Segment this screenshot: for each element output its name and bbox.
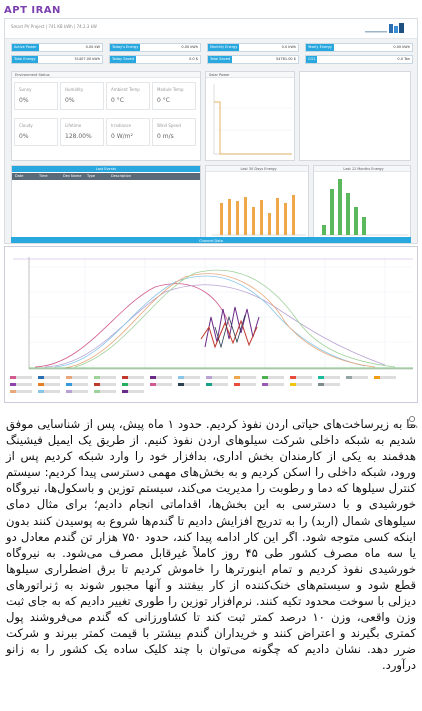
legend-swatch bbox=[38, 376, 60, 379]
env-value: 0% bbox=[65, 97, 75, 104]
kpi-value: 0.0 $ bbox=[189, 57, 198, 61]
env-label: Module Temp bbox=[157, 87, 184, 92]
kpi-total-saved bbox=[207, 55, 299, 64]
environment-panel-title: Environment Status bbox=[12, 72, 200, 78]
env-label: Humidity bbox=[65, 87, 84, 92]
env-value: 0% bbox=[19, 97, 29, 104]
event-col-description: Description bbox=[111, 174, 131, 178]
kpi-today-saved bbox=[109, 55, 201, 64]
kpi-total-energy bbox=[11, 55, 103, 64]
post-text: ما به زیرساخت‌های حیاتی اردن نفوذ کردیم. حدود ۱ ماه پیش، پس از شناسایی موفق شدیم به شبکه داخلی شرکت سیلوهای اردن نفوذ کنیم. از طریق یک ایمیل فیشینگ هدفمند به یکی از کارمندان بخش اداری، بدافزار خود را وارد شبکه کردیم پس از ورود، شبکه داخلی را اسکن کردیم و به بخش‌های مهمی دسترسی پیدا کردیم: سیستم کنترل سیلوها که دما و رطوبت را مدیریت می‌کند، سیستم توزین و باسکول‌ها، نیروگاه خورشیدی و با دسترسی به این بخش‌ها، اقداماتی انجام دادیم؛ برای مثال دمای سیلوهای شمال (اربد) را به تدریج افزایش دادیم تا گندم‌ها شروع به پوسیدن کنند بدون اینکه کسی متوجه شود. اگر این کار ادامه پیدا کند، حدود ۷۵۰ هزار تن گندم معادل دو یا سه ماه مصرف کشور طی ۴۵ روز کاملاً غیرقابل مصرف می‌شود. به نیروگاه خورشیدی نفوذ کردیم و تمام اینورترها را خاموش کردیم تا برق اضطراری سیلوها قطع شود و سیستم‌های خنک‌کننده از کار بیفتند و آنها مجبور شوند به ژنراتورهای دیزلی با سوخت محدود تکیه کنند. نرم‌افزار توزین را طوری تغییر دادیم که به جای ثبت وزن واقعی، وزن ۱۰ درصد کمتر ثبت کند تا کشاورزانی که گندم می‌فروشند پول کمتری بگیرند و اعتراض کنند و خریداران گندم بیشتر با قیمت کمتر ببرند و شرکت ضرر دهد. نشان دادیم که چگونه می‌توان با چند کلیک ساده یک کشور را به زانو درآورد. bbox=[6, 417, 417, 673]
legend-swatch bbox=[178, 383, 200, 386]
legend-swatch bbox=[374, 376, 396, 379]
legend-swatch bbox=[10, 383, 32, 386]
legend-swatch bbox=[206, 383, 228, 386]
dashboard-screenshot bbox=[4, 18, 418, 244]
solar-power-panel bbox=[205, 71, 295, 161]
kpi-value: 51407.00 kWh bbox=[74, 57, 100, 61]
env-value: 0 °C bbox=[111, 97, 124, 104]
legend-swatch bbox=[94, 390, 116, 393]
kpi-value: 0.0 kWh bbox=[281, 45, 296, 49]
kpi-label: Monthly Energy bbox=[210, 45, 238, 49]
legend-swatch bbox=[94, 383, 116, 386]
env-label: Lifetime bbox=[65, 123, 82, 128]
env-label: Ambient Temp bbox=[111, 87, 140, 92]
event-panel-title: Last Events bbox=[12, 166, 200, 172]
legend-swatch bbox=[38, 390, 60, 393]
kpi-co2 bbox=[305, 55, 413, 64]
env-irradiance bbox=[106, 118, 150, 146]
env-label: Wind Speed bbox=[157, 123, 181, 128]
event-col-devname: Dev Name bbox=[63, 174, 82, 178]
daily-energy-title: Last 30 Days Energy bbox=[206, 166, 308, 172]
env-value: 0 m/s bbox=[157, 133, 174, 140]
env-sunny bbox=[14, 82, 58, 110]
post-body bbox=[6, 416, 416, 674]
legend-swatch bbox=[290, 383, 312, 386]
brand-title: APT IRAN bbox=[4, 5, 61, 16]
env-ambient-temp bbox=[106, 82, 150, 110]
legend-swatch bbox=[66, 390, 88, 393]
legend-swatch bbox=[150, 383, 172, 386]
env-humidity bbox=[60, 82, 104, 110]
daily-energy-chart bbox=[206, 173, 310, 243]
event-grid-header bbox=[12, 173, 200, 180]
legend-swatch bbox=[234, 376, 256, 379]
daily-energy-panel bbox=[205, 165, 309, 243]
env-value: 0 °C bbox=[157, 97, 170, 104]
kpi-value: 0.0 Ton bbox=[397, 57, 410, 61]
legend-swatch bbox=[262, 376, 284, 379]
monthly-energy-title: Last 12 Months Energy bbox=[314, 166, 410, 172]
legend-swatch bbox=[94, 376, 116, 379]
kpi-label: Total Energy bbox=[14, 57, 36, 61]
author-avatar-icon bbox=[406, 415, 418, 429]
legend-swatch bbox=[10, 390, 32, 393]
legend-swatch bbox=[122, 376, 144, 379]
env-value: 0% bbox=[19, 133, 29, 140]
legend-swatch bbox=[318, 376, 340, 379]
legend-swatch bbox=[206, 376, 228, 379]
kpi-label: CO2 bbox=[308, 57, 316, 61]
event-col-type: Type bbox=[87, 174, 96, 178]
kpi-today-energy bbox=[109, 43, 201, 52]
legend-swatch bbox=[318, 383, 340, 386]
dashboard-header bbox=[5, 19, 417, 39]
kpi-value: 0.00 kWh bbox=[393, 45, 410, 49]
kpi-label: Today's Energy bbox=[112, 45, 139, 49]
gauge-panel bbox=[299, 71, 411, 161]
env-label: Irradiance bbox=[111, 123, 132, 128]
legend-swatch bbox=[10, 376, 32, 379]
env-wind-speed bbox=[152, 118, 196, 146]
legend-swatch bbox=[66, 376, 88, 379]
monthly-energy-panel bbox=[313, 165, 411, 243]
kpi-value: 0.00 kWh bbox=[181, 45, 198, 49]
legend-swatch bbox=[178, 376, 200, 379]
kpi-value: 54761.00 $ bbox=[275, 57, 296, 61]
kpi-label: Today Saved bbox=[112, 57, 135, 61]
legend-swatch bbox=[66, 383, 88, 386]
kpi-value: 0.00 kW bbox=[85, 45, 100, 49]
dashboard-window-title: Smart PV Project | 741 KB kWh | 74.2.3 kW bbox=[11, 24, 97, 29]
env-value: 128.00% bbox=[65, 133, 92, 140]
event-col-date: Date bbox=[15, 174, 24, 178]
channel-section-title: Channel Data bbox=[11, 237, 411, 244]
legend-swatch bbox=[262, 383, 284, 386]
env-label: Sunny bbox=[19, 87, 32, 92]
chart-legend bbox=[10, 374, 410, 402]
company-logo-icon bbox=[363, 22, 407, 36]
env-label: Cloudy bbox=[19, 123, 33, 128]
legend-swatch bbox=[290, 376, 312, 379]
kpi-monthly-energy bbox=[207, 43, 299, 52]
event-panel bbox=[11, 165, 201, 243]
solar-power-chart bbox=[206, 78, 296, 162]
solar-power-title: Solar Power bbox=[206, 72, 294, 78]
env-cloudy bbox=[14, 118, 58, 146]
monthly-energy-chart bbox=[314, 173, 412, 243]
kpi-strip bbox=[11, 43, 413, 67]
legend-swatch bbox=[150, 376, 172, 379]
environment-panel bbox=[11, 71, 201, 161]
env-value: 0 W/m² bbox=[111, 133, 133, 140]
kpi-label: Active Power bbox=[14, 45, 37, 49]
env-lifetime bbox=[60, 118, 104, 146]
kpi-active-power bbox=[11, 43, 103, 52]
env-module-temp bbox=[152, 82, 196, 110]
legend-swatch bbox=[122, 383, 144, 386]
kpi-yearly-energy bbox=[305, 43, 413, 52]
kpi-label: Total Saved bbox=[210, 57, 231, 61]
legend-swatch bbox=[122, 390, 144, 393]
legend-swatch bbox=[234, 383, 256, 386]
kpi-label: Yearly Energy bbox=[308, 45, 332, 49]
legend-swatch bbox=[346, 376, 368, 379]
event-col-time: Time bbox=[39, 174, 48, 178]
legend-swatch bbox=[38, 383, 60, 386]
